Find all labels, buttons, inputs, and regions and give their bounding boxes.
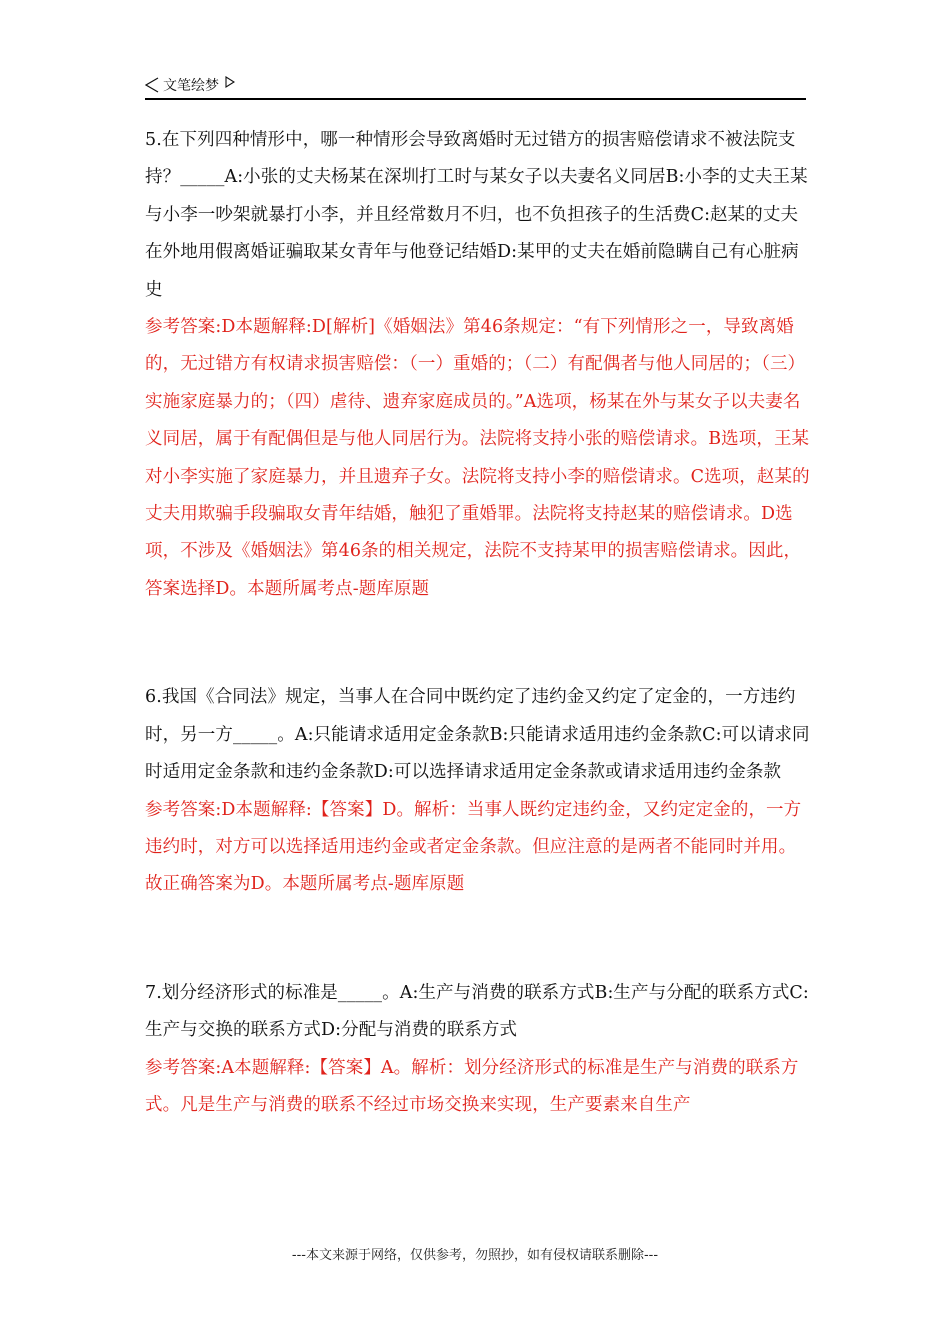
question-block-7 (145, 975, 810, 1125)
header-brand: 文笔绘梦 (163, 78, 219, 94)
answer-text: 参考答案:D本题解释:【答案】D。解析：当事人既约定违约金，又约定定金的，一方违约时，对方可以选择适用违约金或者定金条款。但应注意的是两者不能同时并用。故正确答案为D。本题所属考点-题库原题 (145, 799, 802, 895)
question-text: 7.划分经济形式的标准是_____。A:生产与消费的联系方式B:生产与分配的联系方式C:生产与交换的联系方式D:分配与消费的联系方式 (145, 982, 809, 1041)
page-footer: ---本文来源于网络，仅供参考，勿照抄，如有侵权请联系删除--- (291, 1248, 659, 1263)
triangle-left-icon (145, 77, 159, 93)
question-block-5 (145, 122, 810, 608)
answer-text: 参考答案:A本题解释:【答案】A。解析：划分经济形式的标准是生产与消费的联系方式。凡是生产与消费的联系不经过市场交换来实现，生产要素来自生产 (145, 1057, 799, 1115)
document-body (145, 122, 810, 1124)
question-block-6 (145, 679, 810, 903)
question-text: 5.在下列四种情形中，哪一种情形会导致离婚时无过错方的损害赔偿请求不被法院支持？_____A:小张的丈夫杨某在深圳打工时与某女子以夫妻名义同居B:小李的丈夫王某与小李一吵架就暴打小李，并且经常数月不归，也不负担孩子的生活费C:赵某的丈夫在外地用假离婚证骗取某女青年与他登记结婚D:某甲的丈夫在婚前隐瞒自己有心脏病史 (145, 130, 808, 300)
page-header (145, 72, 806, 100)
answer-text: 参考答案:D本题解释:D[解析]《婚姻法》第46条规定：“有下列情形之一，导致离婚的，无过错方有权请求损害赔偿：（一）重婚的；（二）有配偶者与他人同居的；（三）实施家庭暴力的；（四）虐待、遗弃家庭成员的。”A选项，杨某在外与某女子以夫妻名义同居，属于有配偶但是与他人同居行为。法院将支持小张的赔偿请求。B选项，王某对小李实施了家庭暴力，并且遗弃子女。法院将支持小李的赔偿请求。C选项，赵某的丈夫用欺骗手段骗取女青年结婚，触犯了重婚罪。法院将支持赵某的赔偿请求。D选项，不涉及《婚姻法》第46条的相关规定，法院不支持某甲的损害赔偿请求。因此，答案选择D。本题所属考点-题库原题 (145, 317, 810, 599)
question-text: 6.我国《合同法》规定，当事人在合同中既约定了违约金又约定了定金的，一方违约时，另一方_____。A:只能请求适用定金条款B:只能请求适用违约金条款C:可以请求同时适用定金条款和违约金条款D:可以选择请求适用定金条款或请求适用违约金条款 (145, 687, 810, 783)
triangle-right-icon (225, 76, 235, 88)
